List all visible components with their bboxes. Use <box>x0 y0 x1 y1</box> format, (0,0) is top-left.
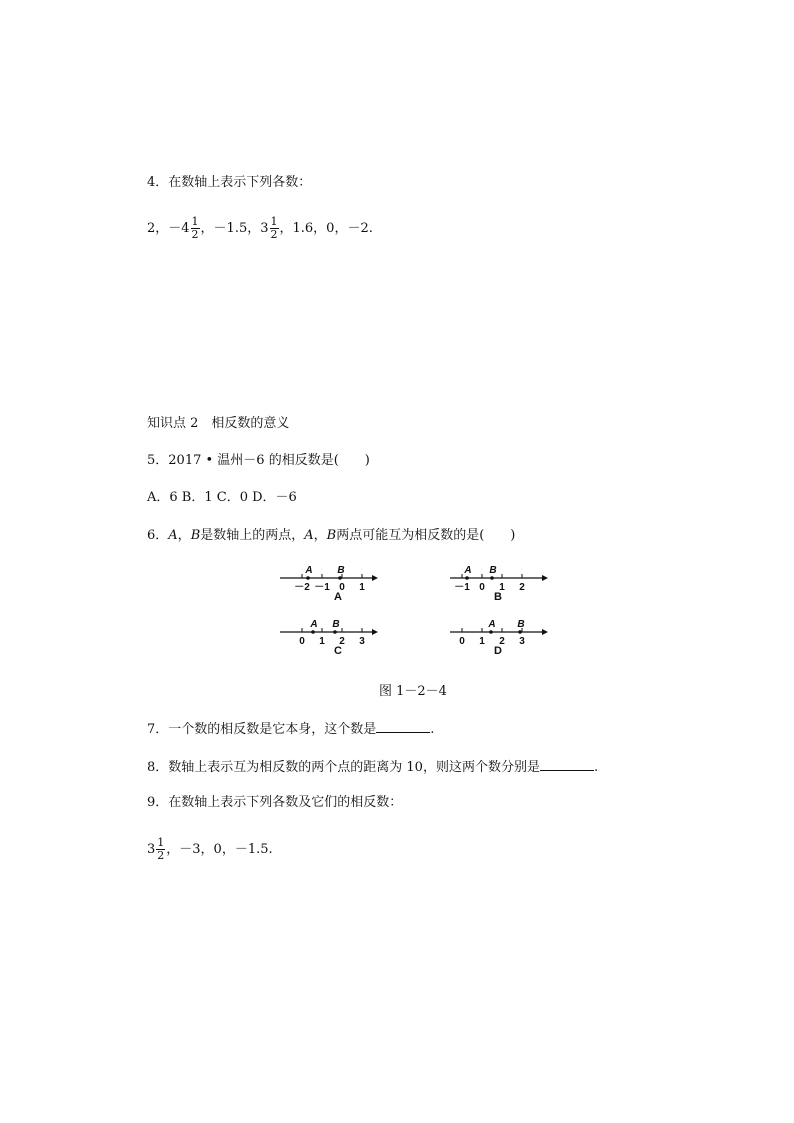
point-label: A <box>464 565 472 576</box>
var-a: A <box>304 528 314 543</box>
fraction-numerator: 1 <box>191 215 199 228</box>
number-text: 3 <box>147 842 156 857</box>
tick-label: 2 <box>499 636 505 647</box>
point-dot <box>338 576 342 580</box>
axis-arrow-icon <box>372 575 378 581</box>
q6-comma: ， <box>177 528 191 543</box>
question-7 <box>147 718 434 740</box>
point-label: A <box>310 619 318 630</box>
tick-label: 3 <box>359 636 365 647</box>
question-9-numbers <box>147 837 273 862</box>
tick-label: 3 <box>519 636 525 647</box>
axis-arrow-icon <box>372 629 378 635</box>
number-text: ，1.6，0，－2. <box>279 221 373 236</box>
fraction-numerator: 1 <box>270 215 278 228</box>
point-label: B <box>337 565 345 576</box>
point-label: B <box>489 565 497 576</box>
figure-caption: 图 1－2－4 <box>379 684 447 699</box>
tick-label: －1 <box>454 582 470 593</box>
question-8 <box>147 756 598 778</box>
tick-label: 1 <box>479 636 485 647</box>
point-dot <box>311 630 315 634</box>
point-dot <box>333 630 337 634</box>
answer-blank[interactable] <box>376 718 430 733</box>
panel-label: D <box>494 645 502 657</box>
point-dot <box>306 576 310 580</box>
question-6 <box>147 526 515 546</box>
number-text: 2，－4 <box>147 221 190 236</box>
tick-label: 0 <box>479 582 485 593</box>
axis-arrow-icon <box>542 575 548 581</box>
tick-label: 0 <box>459 636 465 647</box>
q6-number: 6． <box>147 528 169 543</box>
number-text: ，－1.5，3 <box>200 221 269 236</box>
number-text: ，－3，0，－1.5. <box>166 842 273 857</box>
tick-label: －2 <box>294 582 310 593</box>
q8-text: 8．数轴上表示互为相反数的两个点的距离为 10，则这两个数分别是 <box>147 760 540 775</box>
fraction-denominator: 2 <box>191 228 199 241</box>
tick-label: 0 <box>299 636 305 647</box>
fraction-denominator: 2 <box>157 849 165 862</box>
fraction <box>270 216 279 241</box>
tick-label: 1 <box>499 582 505 593</box>
q6-text: 两点可能互为相反数的是( ) <box>336 528 516 543</box>
tick-label: 2 <box>519 582 525 593</box>
tick-label: 0 <box>339 582 345 593</box>
question-5: 5．2017 • 温州－6 的相反数是( ) <box>147 453 370 468</box>
point-label: B <box>517 619 525 630</box>
panel-label: A <box>334 591 342 603</box>
axis-arrow-icon <box>542 629 548 635</box>
question-4 <box>147 173 311 193</box>
var-b: B <box>190 528 201 543</box>
panel-label: C <box>334 645 342 657</box>
var-a: A <box>168 528 178 543</box>
fraction-numerator: 1 <box>157 836 165 849</box>
q7-end: . <box>430 722 435 737</box>
question-5-options: A．6 B．1 C．0 D．－6 <box>147 490 297 505</box>
point-dot <box>465 576 469 580</box>
point-label: A <box>488 619 496 630</box>
fraction <box>191 216 200 241</box>
fraction-denominator: 2 <box>270 228 278 241</box>
question-9: 9．在数轴上表示下列各数及它们的相反数： <box>147 795 403 810</box>
point-dot <box>489 630 493 634</box>
tick-label: 1 <box>319 636 325 647</box>
var-b: B <box>326 528 337 543</box>
fraction <box>156 837 165 862</box>
panel-label: B <box>494 591 502 603</box>
point-label: B <box>332 619 340 630</box>
q6-comma: ， <box>313 528 327 543</box>
point-dot <box>518 630 522 634</box>
point-dot <box>490 576 494 580</box>
tick-label: 2 <box>339 636 345 647</box>
q6-text: 是数轴上的两点， <box>200 528 305 543</box>
q7-text: 7．一个数的相反数是它本身，这个数是 <box>147 722 377 737</box>
point-label: A <box>305 565 313 576</box>
q8-end: . <box>593 760 599 775</box>
question-4-text: 4．在数轴上表示下列各数： <box>147 175 312 190</box>
number-line-figure <box>270 560 560 670</box>
section-title: 知识点 2 相反数的意义 <box>147 416 290 431</box>
tick-label: 1 <box>359 582 365 593</box>
answer-blank[interactable] <box>540 756 594 771</box>
question-4-numbers <box>147 216 373 241</box>
tick-label: －1 <box>314 582 330 593</box>
